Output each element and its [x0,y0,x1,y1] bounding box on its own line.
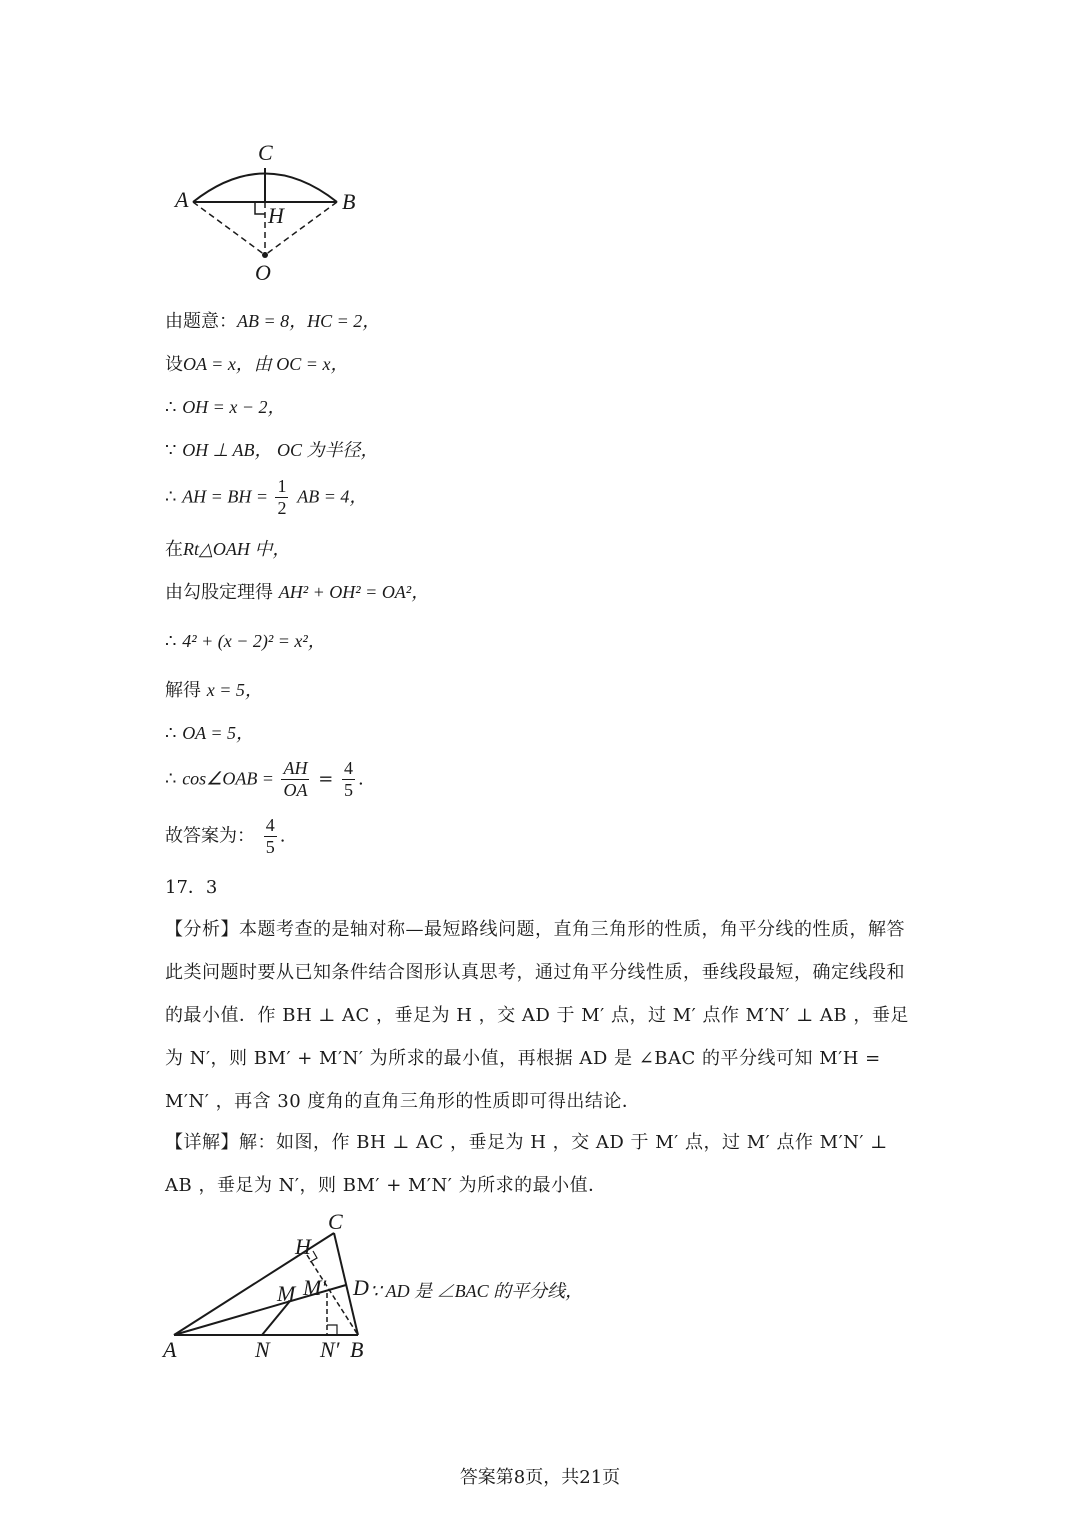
label-n-prime: N′ [320,1337,340,1362]
fraction-four-fifths: $\frac{4}{5}$ [344,758,354,800]
label-m: M [277,1281,296,1306]
step-9: 解得 x = 5， [165,680,263,701]
detail-tag: 【详解】 [165,1132,239,1153]
fraction-half: $\frac{1}{2}$ [277,476,287,518]
detail-paragraph [165,1121,920,1207]
page-footer: 答案第8页，共21页 [459,1467,621,1488]
step-8: ∴ 4² + (x − 2)² = x²， [165,631,326,652]
step-7: 由勾股定理得 AH² + OH² = OA²， [165,582,430,603]
fraction-ah-oa: $\frac{AH}{OA}$ [283,758,308,800]
figure-triangle-bisector [160,1213,390,1363]
analysis-text: 本题考查的是轴对称—最短路线问题，直角三角形的性质，角平分线的性质，解答此类问题时要从已知条件结合图形认真思考，通过角平分线性质，垂线段最短，确定线段和的最小值．作 BH ⊥ AC ，垂足为 H ，交 AD 于 M′ 点，过 M′ 点作 M′N′ ⊥ AB ，垂足为 N′，则 BM′ + M′N′ 为所求的最小值，再根据 AD 是 ∠BAC 的平分线可知 M′H = M′N′ ，再含 30 度角的直角三角形的性质即可得出结论． [165,919,909,1112]
label-a: A [175,187,189,212]
label-o: O [255,260,271,285]
analysis-tag: 【分析】 [165,919,239,940]
step-10: ∴ OA = 5， [165,723,255,744]
analysis-paragraph [165,908,920,1123]
label-d: D [353,1275,369,1300]
right-angle-mark-n [327,1325,337,1335]
label-n: N [255,1337,270,1362]
label-c2: C [328,1213,343,1234]
label-b: B [342,189,356,214]
figure-arc-chord [160,130,400,290]
label-h2: H [295,1234,311,1259]
label-a2: A [163,1337,177,1362]
label-b2: B [350,1337,364,1362]
step-answer: 故答案为： $\frac{4}{5}$ . [165,815,286,857]
label-h: H [268,203,284,228]
fraction-answer: $\frac{4}{5}$ [265,815,275,857]
dashed-oa [193,202,265,255]
step-2: 设OA = x，由 OC = x， [165,354,349,375]
step-4: ∵ OH ⊥ AB， OC 为半径， [165,440,379,461]
right-angle-mark-h2 [310,1251,317,1262]
step-11: ∴ cos∠OAB = $\frac{AH}{OA}$ = $\frac{4}{5}$ . [165,758,364,800]
step-5: ∴ AH = BH = $\frac{1}{2}$ AB = 4， [165,476,368,518]
label-m-prime: M′ [303,1275,327,1300]
step-6: 在Rt△OAH 中， [165,539,291,560]
question-17-answer: 17．3 [165,877,218,898]
right-angle-mark-h [255,202,265,214]
step-3: ∴ OH = x − 2， [165,397,286,418]
label-c: C [258,140,273,165]
detail-text: 解：如图，作 BH ⊥ AC ，垂足为 H ，交 AD 于 M′ 点，过 M′ 点作 M′N′ ⊥ AB ，垂足为 N′，则 BM′ + M′N′ 为所求的最小值． [165,1132,888,1196]
figure2-caption: ∵ AD 是 ∠BAC 的平分线， [370,1281,584,1301]
step-1: 由题意：AB = 8，HC = 2， [165,311,381,332]
center-point-o [262,252,268,258]
